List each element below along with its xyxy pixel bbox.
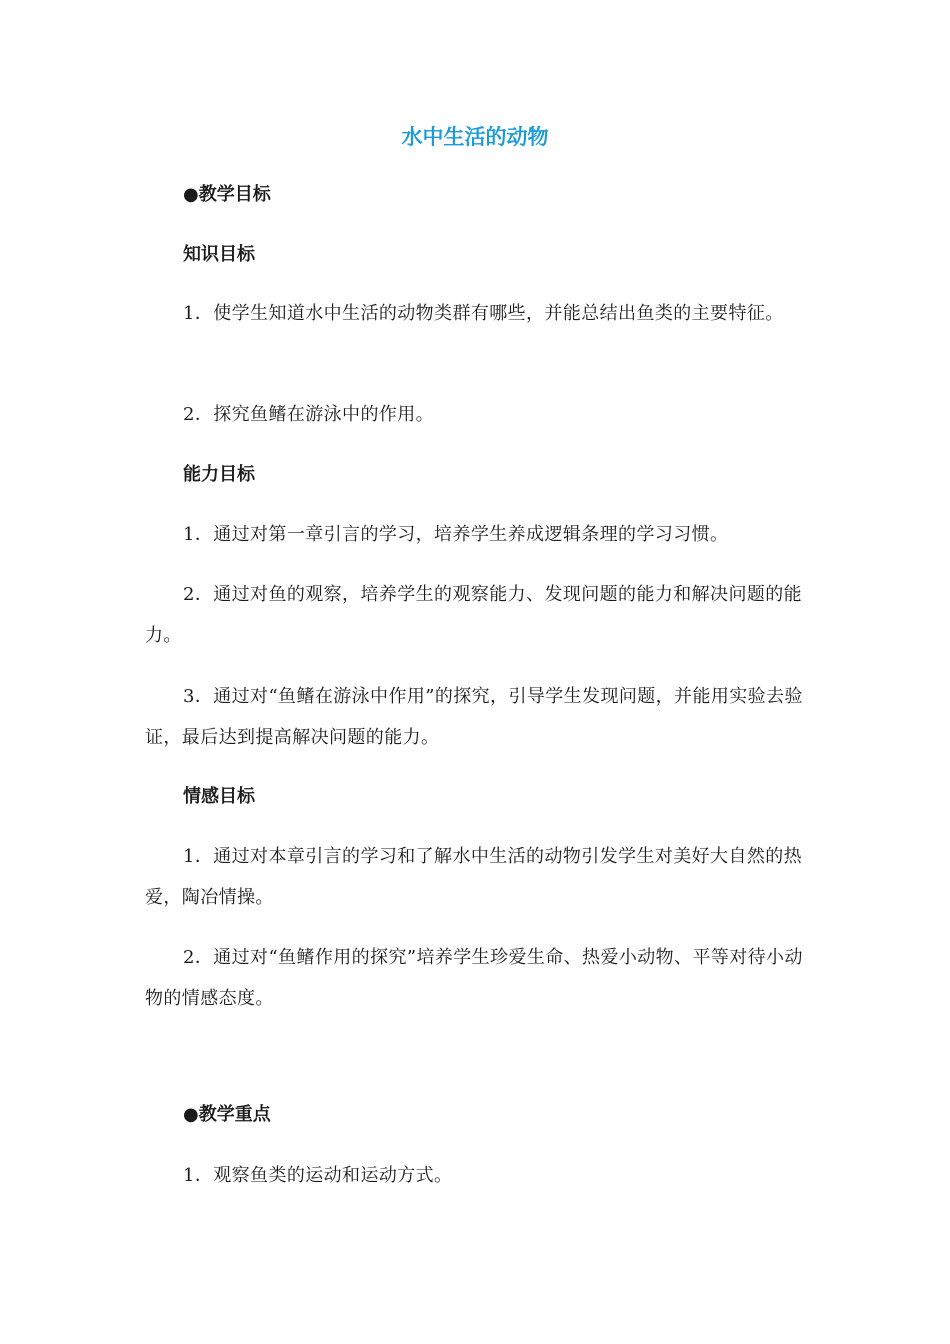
ability-goals-heading: 能力目标: [183, 464, 255, 485]
teaching-goals-heading: ●教学目标: [183, 184, 271, 205]
document-title: 水中生活的动物: [401, 125, 549, 149]
emotion-item-1: 1．通过对本章引言的学习和了解水中生活的动物引发学生对美好大自然的热爱，陶冶情操。: [145, 846, 803, 908]
emotion-goals-heading: 情感目标: [183, 786, 255, 807]
knowledge-goals-heading: 知识目标: [183, 244, 255, 265]
ability-item-1: 1．通过对第一章引言的学习，培养学生养成逻辑条理的学习习惯。: [183, 524, 729, 545]
ability-item-2: 2．通过对鱼的观察，培养学生的观察能力、发现问题的能力和解决问题的能力。: [145, 584, 803, 646]
knowledge-item-2: 2．探究鱼鳍在游泳中的作用。: [183, 404, 435, 425]
ability-item-3: 3．通过对“鱼鳍在游泳中作用”的探究，引导学生发现问题，并能用实验去验证，最后达到提高解决问题的能力。: [145, 686, 803, 748]
key-point-item-1: 1．观察鱼类的运动和运动方式。: [183, 1165, 453, 1186]
key-points-heading: ●教学重点: [183, 1104, 271, 1125]
emotion-item-2: 2．通过对“鱼鳍作用的探究”培养学生珍爱生命、热爱小动物、平等对待小动物的情感态度。: [145, 947, 803, 1009]
knowledge-item-1: 1．使学生知道水中生活的动物类群有哪些，并能总结出鱼类的主要特征。: [183, 303, 784, 324]
